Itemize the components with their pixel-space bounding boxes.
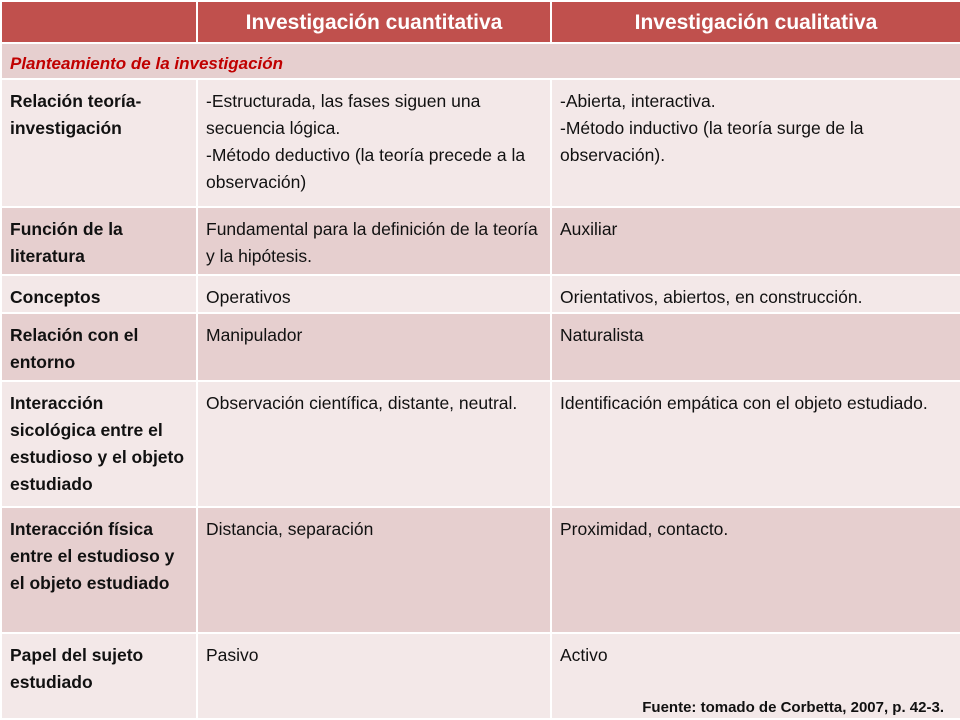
row-qual: -Abierta, interactiva. -Método inductivo (la teoría surge de la observación). (551, 79, 960, 207)
row-quant: Operativos (197, 275, 551, 313)
header-qualitative: Investigación cualitativa (551, 1, 960, 43)
table-row (1, 79, 960, 207)
header-empty-cell (1, 1, 197, 43)
row-quant: -Estructurada, las fases siguen una secuencia lógica. -Método deductivo (la teoría precede a la observación) (197, 79, 551, 207)
row-label: Interacción sicológica entre el estudioso y el objeto estudiado (1, 381, 197, 507)
row-quant: Manipulador (197, 313, 551, 381)
row-qual: Activo (551, 633, 960, 719)
row-label: Función de la literatura (1, 207, 197, 275)
table-row (1, 275, 960, 313)
row-qual: Orientativos, abiertos, en construcción. (551, 275, 960, 313)
row-quant: Pasivo (197, 633, 551, 719)
row-label: Relación con el entorno (1, 313, 197, 381)
row-label: Papel del sujeto estudiado (1, 633, 197, 719)
source-citation: Fuente: tomado de Corbetta, 2007, p. 42-3. (642, 699, 944, 716)
table-row (1, 207, 960, 275)
row-qual: Proximidad, contacto. (551, 507, 960, 633)
table-row (1, 313, 960, 381)
table-row (1, 381, 960, 507)
row-label: Interacción física entre el estudioso y el objeto estudiado (1, 507, 197, 633)
row-label: Relación teoría-investigación (1, 79, 197, 207)
table-header-row (1, 1, 960, 43)
row-quant: Observación científica, distante, neutral. (197, 381, 551, 507)
header-quantitative: Investigación cuantitativa (197, 1, 551, 43)
table-row (1, 507, 960, 633)
row-qual: Naturalista (551, 313, 960, 381)
row-qual: Identificación empática con el objeto estudiado. (551, 381, 960, 507)
row-label: Conceptos (1, 275, 197, 313)
row-quant: Distancia, separación (197, 507, 551, 633)
row-qual: Auxiliar (551, 207, 960, 275)
section-row (1, 43, 960, 79)
row-quant: Fundamental para la definición de la teoría y la hipótesis. (197, 207, 551, 275)
section-title: Planteamiento de la investigación (1, 43, 960, 79)
